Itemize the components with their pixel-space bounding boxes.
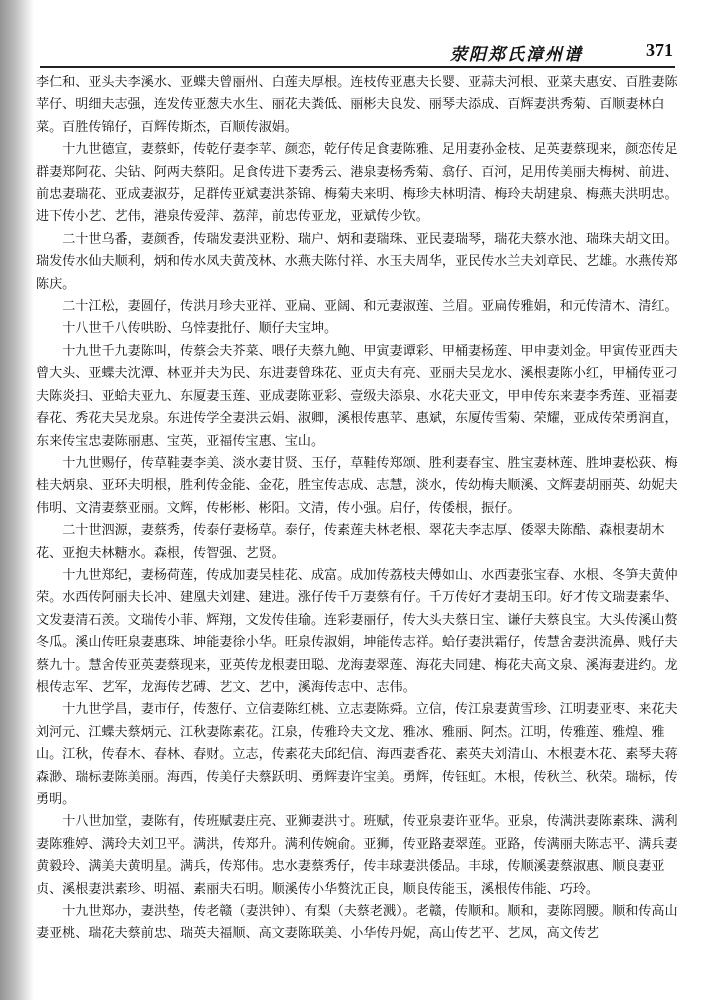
- paragraph: 十九世郑纪，妻杨荷莲，传成加妻吴桂花、成富。成加传荔枝夫傅如山、水西妻张宝春、水根、冬笋夫黄仲荣。水西传阿丽夫长冲、建凰夫刘建、建进。涨仔传千万妻蔡有仔。千万传好才妻胡玉印。好才传文瑞妻素华、文发妻清石羡。文瑞传小菲、辉翔，文发传佳瑜。连彩妻丽仔，传大头夫蔡日宝、谦仔夫蔡良宝。大头传溪山赘冬瓜。溪山传旺泉妻惠珠、坤能妻徐小华。旺泉传淑娟，坤能传志祥。蛤仔妻洪霜仔，传慧舍妻洪流鼻、贱仔夫蔡九十。慧舍传亚英妻蔡现来，亚英传龙根妻田聪、龙海妻翠莲、海花夫同建、梅花夫高文泉、溪海妻进约。龙根传志军、艺军，龙海传艺磗、艺文、艺中，溪海传志中、志伟。: [36, 567, 678, 695]
- paragraph: 十九世德宣，妻蔡虾，传乾仔妻李苹、颜恋，乾仔传足食妻陈雅、足用妻孙金枝、足英妻蔡现来，颜恋传足群妻郑阿花、尖钻、阿两夫蔡阳。足食传进下妻秀云、港泉妻杨秀菊、翕仔、百河，足用传美丽夫梅树、前进、前忠妻瑞花、亚成妻淑芬，足群传亚斌妻洪茶锦、梅菊夫来明、梅珍夫林明清、梅玲夫胡建泉、梅燕夫洪明忠。进下传小艺、艺伟，港泉传爱萍、荔萍，前忠传亚龙，亚斌传少钦。: [36, 142, 678, 225]
- paragraph: 十九世千九妻陈叫，传蔡会夫芥菜、喂仔夫蔡九鲍、甲寅妻谭彩、甲桶妻杨莲、甲申妻刘金。甲寅传亚西夫曾大头、亚蝶夫沈潭、林亚并夫为民、东进妻曾珠花、亚贞夫有亮、亚丽夫吴龙水、溪根妻陈小红，甲桶传亚刁夫陈炎扫、亚蛤夫亚九、东厦妻玉莲、亚成妻陈亚彩、壹级夫添泉、水花夫亚文，甲申传东来妻李秀莲、亚福妻春花、秀花夫吴龙泉。东进传学全妻洪云娟、淑卿，溪根传惠苹、惠斌，东厦传雪菊、荣耀，亚成传荣勇润直，东来传宝忠妻陈丽惠、宝英，亚福传宝惠、宝山。: [36, 343, 678, 449]
- paragraph: 十九世赐仔，传草鞋妻李美、淡水妻甘贤、玉仔，草鞋传郑颂、胜利妻春宝、胜宝妻林莲、胜坤妻松荻、梅桂夫炳泉、亚环夫明根，胜利传金能、金花，胜宝传志成、志慧，淡水，传幼梅夫顺溪、文辉妻胡丽英、幼妮夫伟明、文清妻蔡亚丽。文辉，传彬彬、彬阳。文清，传小强。启仔，传倭根，振仔。: [36, 455, 678, 516]
- paragraph: 二十江松，妻圆仔，传洪月珍夫亚祥、亚扁、亚阔、和元妻淑莲、兰眉。亚扁传雅娟，和元传清木、清红。: [62, 299, 678, 315]
- page-header: [40, 38, 673, 64]
- binding-shadow: [0, 0, 34, 1000]
- paragraph: 十八世加堂，妻陈有，传班赋妻庄亮、亚狮妻洪寸。班赋，传亚泉妻许亚华。亚泉，传满洪妻陈素珠、满利妻陈雅婷、满玲夫刘卫平。满洪，传郑升。满利传婉俞。亚狮，传亚路妻翠莲。亚路，传满丽夫陈志平、满兵妻黄毅玲、满美夫黄明星。满兵，传郑伟。忠水妻蔡秀仔，传丰球妻洪倭品。丰球，传顺溪妻蔡淑惠、顺良妻亚贞、溪根妻洪素珍、明福、素丽夫石明。顺溪传小华赘沈正良，顺良传能玉，溪根传伟能、巧玲。: [36, 814, 678, 897]
- paragraph: 二十世泗源，妻蔡秀，传泰仔妻杨草。泰仔，传素莲夫林老根、翠花夫李志厚、倭翠夫陈酷、森根妻胡木花、亚抱夫林糖水。森根，传智强、艺贤。: [36, 523, 665, 561]
- paragraph: 十九世郑办，妻洪垫，传老赣（妻洪钟）、有梨（夫蔡老溅）。老赣，传顺和。顺和，妻陈罔腰。顺和传高山妻亚桃、瑞花夫蔡前忠、瑞英夫福顺、高文妻陈联美、小华传丹妮，高山传艺平、艺凤，高文传艺: [36, 904, 678, 942]
- paragraph: 二十世乌番，妻颜香，传瑞发妻洪亚粉、瑞户、炳和妻瑞珠、亚民妻瑞琴，瑞花夫蔡水池、瑞珠夫胡文田。瑞发传水仙夫顺利，炳和传水凤夫黄茂林、水燕夫陈付祥、水玉夫周华，亚民传水兰夫刘章民、艺雄。水燕传郑陈庆。: [36, 231, 678, 292]
- paragraph: 十九世学昌，妻市仔，传葱仔、立信妻陈红桃、立志妻陈舜。立信，传江泉妻黄雪珍、江明妻亚枣、来花夫刘河元、江蝶夫蔡炳元、江秋妻陈素花。江泉，传雅玲夫文龙、雅冰、雅丽、阿杰。江明，传雅莲、雅煌、雅山。江秋，传春木、春林、春财。立志，传素花夫邱纪信、海西妻香花、素英夫刘清山、木根妻木花、素琴夫蒋森渺、瑞标妻陈美丽。海西，传美仔夫蔡跃明、勇辉妻许宝美。勇辉，传钰虹。木根，传秋兰、秋荣。瑞标，传勇明。: [36, 702, 678, 807]
- page-number: 371: [646, 40, 673, 60]
- body-text: [36, 72, 684, 946]
- paragraph: 十八世千八传哄盼、乌悻妻批仔、顺仔夫宝坤。: [62, 321, 338, 337]
- header-rule: [40, 66, 675, 68]
- running-title: 荥阳郑氏漳州谱: [450, 45, 583, 65]
- paragraph: 李仁和、亚头夫李溪水、亚蝶夫曾丽州、白莲夫厚根。连枝传亚惠夫长婴、亚蒜夫河根、亚菜夫惠安、百胜妻陈苹仔、明细夫志强，连发传亚葱夫水生、丽花夫粪低、丽彬夫良发、丽琴夫添成、百辉妻洪秀菊、百顺妻林白菜。百胜传锦仔，百辉传斯杰，百顺传淑娟。: [36, 75, 678, 135]
